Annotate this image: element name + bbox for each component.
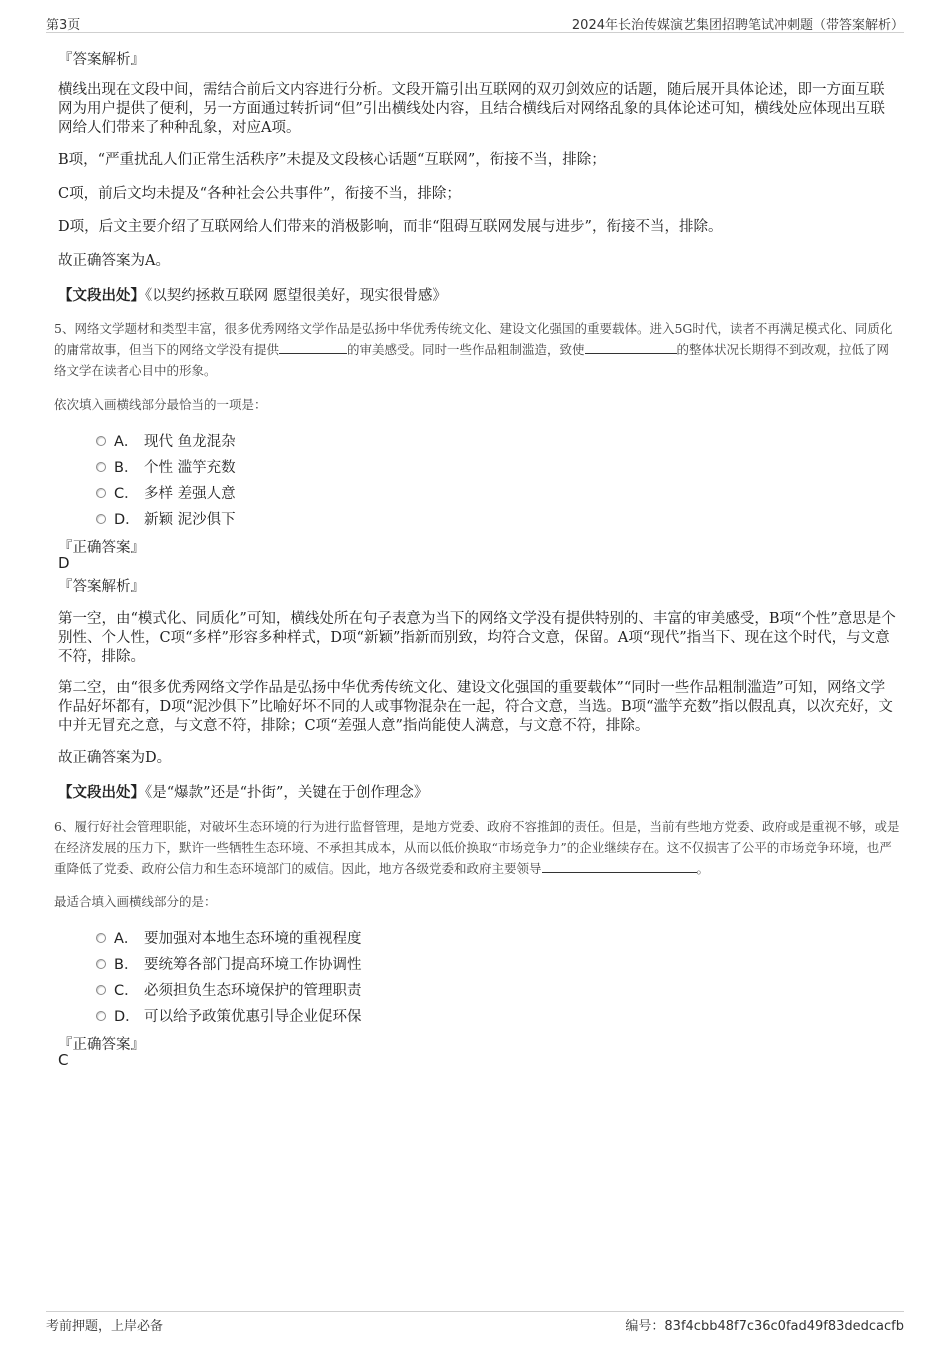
option-text: 新颖 泥沙俱下 (144, 512, 236, 528)
option-text: 个性 滥竽充数 (144, 460, 236, 476)
radio-icon[interactable] (96, 462, 106, 472)
q4-conclusion: 故正确答案为A。 (58, 253, 170, 269)
radio-icon[interactable] (96, 933, 106, 943)
q5-stem-part-2: 的审美感受。同时一些作品粗制滥造，致使 (347, 342, 585, 357)
q5-option-c[interactable] (96, 482, 236, 502)
q6-stem (54, 816, 900, 879)
radio-icon[interactable] (96, 985, 106, 995)
page-footer (46, 1311, 904, 1334)
q6-stem-part-2: 。 (696, 861, 710, 876)
q4-analysis-heading: 『答案解析』 (58, 52, 145, 68)
q5-stem (54, 318, 900, 381)
option-text: 多样 差强人意 (144, 486, 236, 502)
option-letter: B． (114, 460, 139, 476)
q6-answer: C (58, 1051, 69, 1069)
q6-option-a[interactable] (96, 927, 362, 947)
q5-analysis-para-1: 第一空，由“模式化、同质化”可知，横线处所在句子表意为当下的网络文学没有提供特别的、丰富的审美感受，B项“个性”意思是个别性、个人性，C项“多样”形容多种样式，D项“新颖”指新而别致，均符合文意，保留。A项“现代”指当下、现在这个时代，与文意不符，排除。 (58, 611, 896, 665)
q5-analysis-para-2: 第二空，由“很多优秀网络文学作品是弘扬中华优秀传统文化、建设文化强国的重要载体”“同时一些作品粗制滥造”可知，网络文学作品好坏都有，D项“泥沙俱下”比喻好坏不同的人或事物混杂在一起，符合文意，当选。B项“滥竽充数”指以假乱真，以次充好，文中并无冒充之意，与文意不符，排除；C项“差强人意”指尚能使人满意，与文意不符，排除。 (58, 680, 893, 734)
q5-answer-heading: 『正确答案』 (58, 540, 145, 556)
q4-source-label: 【文段出处】 (58, 287, 145, 304)
radio-icon[interactable] (96, 436, 106, 446)
option-letter: D． (114, 512, 140, 528)
q5-option-b[interactable] (96, 456, 236, 476)
option-text: 现代 鱼龙混杂 (144, 434, 236, 450)
option-text: 要统筹各部门提高环境工作协调性 (144, 957, 362, 973)
q6-option-c[interactable] (96, 979, 362, 999)
radio-icon[interactable] (96, 514, 106, 524)
option-letter: C． (114, 486, 139, 502)
page-header (46, 12, 904, 33)
option-text: 可以给予政策优惠引导企业促环保 (144, 1009, 362, 1025)
q5-source-text: 《是“爆款”还是“扑街”，关键在于创作理念》 (145, 785, 429, 801)
q6-blank (542, 860, 697, 873)
code-value: 83f4cbb48f7c36c0fad49f83dedcacfb (664, 1319, 904, 1334)
q5-option-a[interactable] (96, 430, 236, 450)
radio-icon[interactable] (96, 1011, 106, 1021)
q6-stem-part-1: 6、履行好社会管理职能，对破坏生态环境的行为进行监督管理，是地方党委、政府不容推卸的责任。但是，当前有些地方党委、政府或是重视不够，或是在经济发展的压力下，默许一些牺牲生态环境、不承担其成本，从而以低价换取“市场竞争力”的企业继续存在。这不仅损害了公平的市场竞争环境，也严重降低了党委、政府公信力和生态环境部门的威信。因此，地方各级党委和政府主要领导 (54, 819, 900, 876)
q6-prompt: 最适合填入画横线部分的是： (54, 894, 217, 909)
code-label: 编号： (625, 1319, 665, 1334)
q4-source-text: 《以契约拯救互联网 愿望很美好，现实很骨感》 (145, 288, 447, 304)
q4-analysis-para-1: 横线出现在文段中间，需结合前后文内容进行分析。文段开篇引出互联网的双刃剑效应的话题，随后展开具体论述，即一方面互联网为用户提供了便利，另一方面通过转折词“但”引出横线处内容，且结合横线后对网络乱象的具体论述可知，横线处应体现出互联网给人们带来了种种乱象，对应A项。 (58, 82, 885, 136)
q5-answer: D (58, 554, 70, 572)
radio-icon[interactable] (96, 488, 106, 498)
q5-source-label: 【文段出处】 (58, 784, 145, 801)
option-letter: C． (114, 983, 139, 999)
document-title: 2024年长治传媒演艺集团招聘笔试冲刺题（带答案解析） (571, 18, 904, 33)
q5-prompt: 依次填入画横线部分最恰当的一项是： (54, 397, 267, 412)
footer-slogan: 考前押题，上岸必备 (46, 1319, 164, 1334)
q5-source (58, 783, 898, 803)
q6-option-d[interactable] (96, 1005, 362, 1025)
q4-analysis-para-3: C项，前后文均未提及“各种社会公共事件”，衔接不当，排除； (58, 186, 461, 202)
option-letter: A． (114, 931, 139, 947)
q6-answer-heading: 『正确答案』 (58, 1037, 145, 1053)
option-text: 必须担负生态环境保护的管理职责 (144, 983, 362, 999)
option-letter: D． (114, 1009, 140, 1025)
q5-blank-1 (279, 341, 347, 354)
option-letter: A． (114, 434, 139, 450)
document-code (625, 1315, 904, 1334)
q4-analysis-para-2: B项，“严重扰乱人们正常生活秩序”未提及文段核心话题“互联网”，衔接不当，排除； (58, 152, 606, 168)
q5-analysis-heading: 『答案解析』 (58, 579, 145, 595)
radio-icon[interactable] (96, 959, 106, 969)
q5-option-d[interactable] (96, 508, 236, 528)
q5-stem-part-3: 的整体状况长期得不到改观，拉低了网络文学在读者心目中的形象。 (54, 342, 890, 378)
q4-source (58, 286, 898, 306)
q5-conclusion: 故正确答案为D。 (58, 750, 172, 766)
option-text: 要加强对本地生态环境的重视程度 (144, 931, 362, 947)
option-letter: B． (114, 957, 139, 973)
q5-stem-part-1: 5、网络文学题材和类型丰富，很多优秀网络文学作品是弘扬中华优秀传统文化、建设文化强国的重要载体。进入5G时代，读者不再满足模式化、同质化的庸常故事，但当下的网络文学没有提供 (54, 321, 893, 357)
q5-blank-2 (585, 341, 677, 354)
q6-option-b[interactable] (96, 953, 362, 973)
q4-analysis-para-4: D项，后文主要介绍了互联网给人们带来的消极影响，而非“阻碍互联网发展与进步”，衔接不当，排除。 (58, 219, 723, 235)
page-number: 第3页 (46, 18, 81, 33)
